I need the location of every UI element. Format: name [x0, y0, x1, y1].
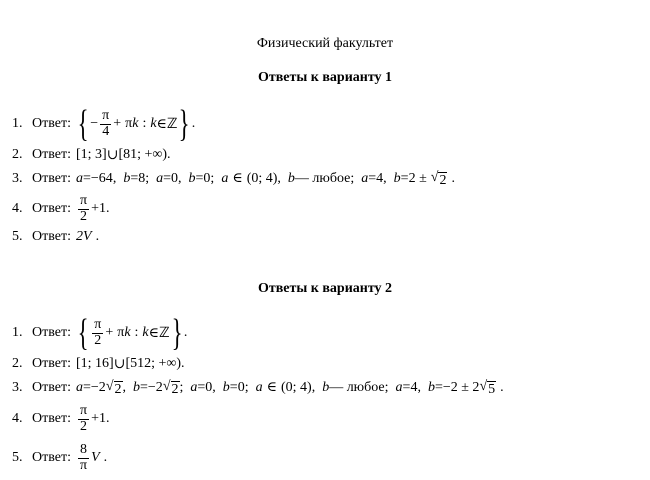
item-number: 5. — [12, 450, 23, 465]
item-number: 4. — [12, 201, 23, 216]
answer-formula: $\frac{8}{\pi}$ V . — [80, 441, 108, 473]
item-number: 1. — [12, 325, 23, 340]
answer-formula: 2V . — [76, 229, 100, 244]
answer-label: Ответ: — [32, 411, 71, 426]
item-number: 1. — [12, 116, 23, 131]
item-number: 2. — [12, 356, 23, 371]
answer-label: Ответ: — [32, 356, 71, 371]
item-number: 5. — [12, 229, 23, 244]
item-number: 3. — [12, 171, 23, 186]
answer-formula: a = −64 , b = 8 ; a = 0 , b = 0 ; a ∈ (0; 4) , b — любое; a = 4 , b = 2 ± √ 2 . — [76, 169, 455, 188]
answer-formula: $\frac{\pi}{2}$ + 1 . — [80, 192, 110, 224]
answer-formula: $\frac{\pi}{2}$ + 1 . — [80, 402, 110, 434]
faculty-heading: Физический факультет — [256, 36, 394, 51]
answer-label: Ответ: — [32, 171, 71, 186]
answer-formula: { $\frac{\pi}{2}$ + π k : k ∈ ℤ } . — [77, 312, 188, 354]
answer-formula: a = −2 √ 2 , b = −2 √ 2 ; a = 0 , b = 0 ; a ∈ (0; 4) , b — любое; a = 4 , b = −2 ± 2 √ 5 . — [76, 378, 504, 397]
variant-2-title: Ответы к варианту 2 — [257, 281, 393, 296]
answer-label: Ответ: — [32, 380, 71, 395]
answer-formula: { − $\frac{\pi}{4}$ + π k : k ∈ ℤ } . — [77, 103, 196, 145]
answer-label: Ответ: — [32, 147, 71, 162]
answer-formula: [1; 16] ∪ [512; + ∞ ). — [76, 356, 185, 372]
answer-label: Ответ: — [32, 325, 71, 340]
answer-label: Ответ: — [32, 450, 71, 465]
variant-1-title: Ответы к варианту 1 — [257, 70, 393, 85]
answer-label: Ответ: — [32, 116, 71, 131]
answer-formula: [1; 3] ∪ [81; + ∞ ). — [76, 147, 171, 163]
item-number: 3. — [12, 380, 23, 395]
item-number: 4. — [12, 411, 23, 426]
item-number: 2. — [12, 147, 23, 162]
answer-label: Ответ: — [32, 201, 71, 216]
answer-label: Ответ: — [32, 229, 71, 244]
